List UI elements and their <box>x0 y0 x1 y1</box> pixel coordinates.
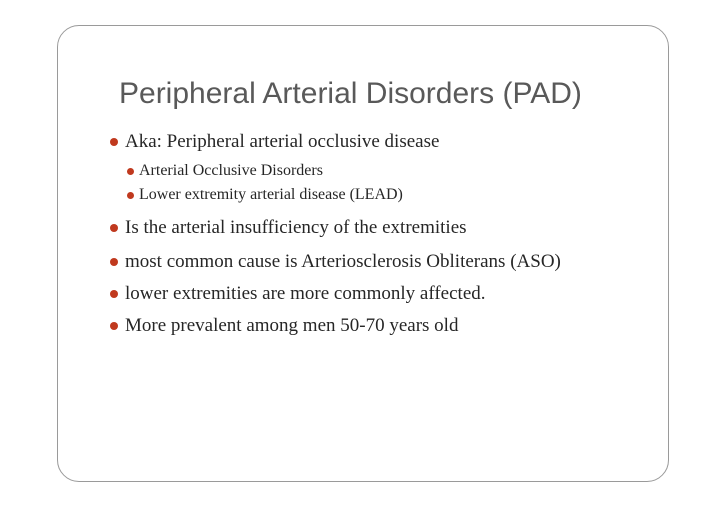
sub-bullet-item <box>127 184 403 206</box>
bullet-dot-icon <box>110 258 118 266</box>
bullet-text: lower extremities are more commonly affected. <box>125 283 486 304</box>
bullet-dot-icon <box>127 168 134 175</box>
slide-title: Peripheral Arterial Disorders (PAD) <box>119 77 582 110</box>
bullet-item <box>110 281 486 307</box>
sub-bullet-text: Lower extremity arterial disease (LEAD) <box>139 186 403 203</box>
bullet-text: most common cause is Arteriosclerosis Obliterans (ASO) <box>125 251 561 272</box>
sub-bullet-item <box>127 160 323 182</box>
bullet-dot-icon <box>110 138 118 146</box>
bullet-text: More prevalent among men 50-70 years old <box>125 315 459 336</box>
bullet-item <box>110 129 439 155</box>
bullet-text: Aka: Peripheral arterial occlusive disease <box>125 131 440 152</box>
bullet-item <box>110 215 467 241</box>
sub-bullet-text: Arterial Occlusive Disorders <box>139 162 323 179</box>
bullet-dot-icon <box>110 290 118 298</box>
bullet-dot-icon <box>110 322 118 330</box>
bullet-dot-icon <box>110 224 118 232</box>
bullet-dot-icon <box>127 192 134 199</box>
bullet-text: Is the arterial insufficiency of the extremities <box>125 217 467 238</box>
bullet-item <box>110 249 561 275</box>
bullet-item <box>110 313 458 339</box>
